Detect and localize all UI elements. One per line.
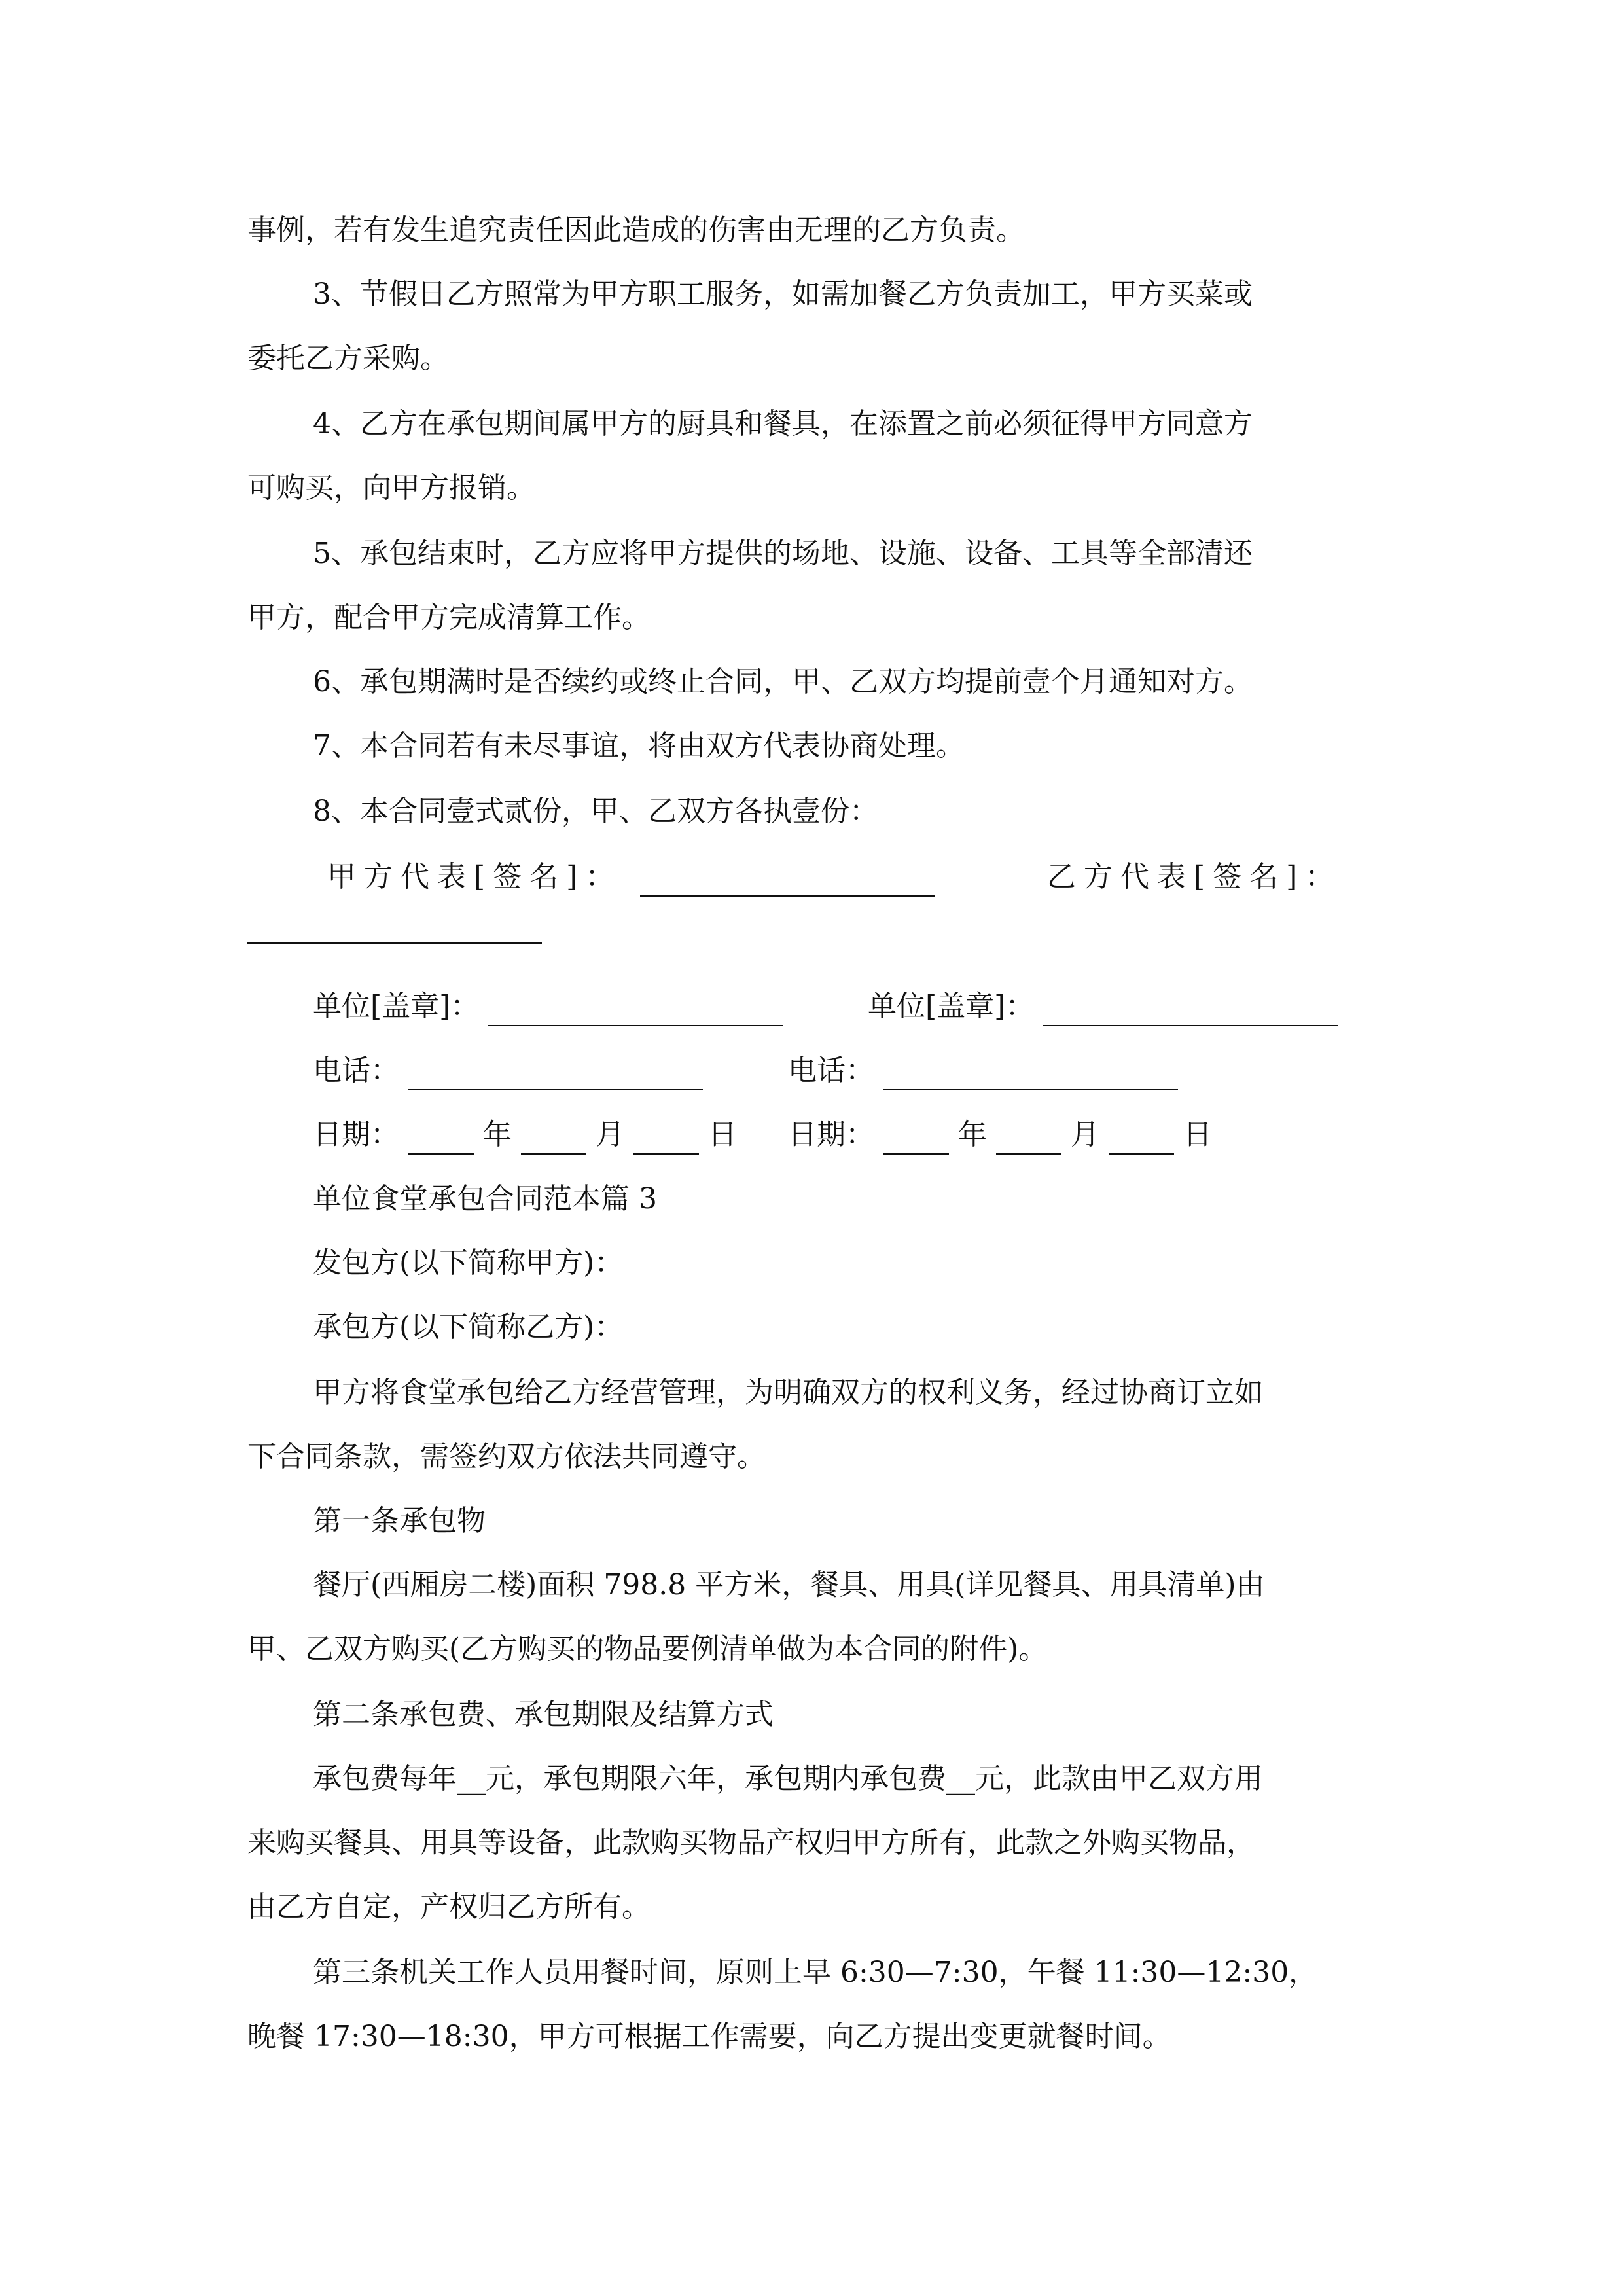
party-b-rep-blank xyxy=(247,942,542,944)
intro-line-1: 甲方将食堂承包给乙方经营管理，为明确双方的权利义务，经过协商订立如 xyxy=(313,1376,1263,1409)
signature-row-representatives xyxy=(327,857,935,897)
date-a-label: 日期： xyxy=(313,1118,399,1151)
phone-a-label: 电话： xyxy=(313,1054,399,1087)
phone-a-blank xyxy=(408,1059,703,1090)
signature-row-phone-b xyxy=(788,1051,1178,1090)
date-a-year: 年 xyxy=(483,1118,512,1151)
issuer-line: 发包方(以下简称甲方)： xyxy=(313,1246,624,1280)
unit-seal-b-blank xyxy=(1043,995,1338,1026)
paragraph-clause-4-line-1: 4、乙方在承包期间属甲方的厨具和餐具，在添置之前必须征得甲方同意方 xyxy=(313,407,1253,440)
date-b-day-blank xyxy=(1109,1123,1174,1155)
contractor-line: 承包方(以下简称乙方)： xyxy=(313,1310,624,1344)
section-title: 单位食堂承包合同范本篇 3 xyxy=(313,1182,657,1215)
date-a-day: 日 xyxy=(708,1118,737,1151)
article-2-line-1: 承包费每年__元，承包期限六年，承包期内承包费__元，此款由甲乙双方用 xyxy=(313,1762,1263,1795)
article-1-line-2: 甲、乙双方购买(乙方购买的物品要例清单做为本合同的附件)。 xyxy=(247,1632,1048,1666)
date-b-day: 日 xyxy=(1183,1118,1212,1151)
date-a-year-blank xyxy=(408,1123,474,1155)
article-2-line-2: 来购买餐具、用具等设备，此款购买物品产权归甲方所有，此款之外购买物品， xyxy=(247,1826,1255,1859)
unit-seal-a-blank xyxy=(488,995,783,1026)
date-a-day-blank xyxy=(633,1123,699,1155)
paragraph-clause-5-line-1: 5、承包结束时，乙方应将甲方提供的场地、设施、设备、工具等全部清还 xyxy=(313,537,1253,570)
article-3-line-2: 晚餐 17:30—18:30，甲方可根据工作需要，向乙方提出变更就餐时间。 xyxy=(247,2020,1171,2053)
signature-row-seal-b xyxy=(868,987,1338,1026)
date-b-label: 日期： xyxy=(788,1118,874,1151)
party-a-rep-label: 甲方代表[签名]： xyxy=(327,860,622,893)
unit-seal-a-label: 单位[盖章]： xyxy=(313,990,480,1023)
article-2-line-3: 由乙方自定，产权归乙方所有。 xyxy=(247,1890,651,1924)
phone-b-blank xyxy=(883,1059,1178,1090)
date-b-month: 月 xyxy=(1071,1118,1099,1151)
date-a-month: 月 xyxy=(596,1118,624,1151)
article-1-line-1: 餐厅(西厢房二楼)面积 798.8 平方米，餐具、用具(详见餐具、用具清单)由 xyxy=(313,1568,1265,1602)
paragraph-clause-7: 7、本合同若有未尽事谊，将由双方代表协商处理。 xyxy=(313,729,965,762)
signature-row-date-b xyxy=(788,1115,1212,1155)
date-b-month-blank xyxy=(996,1123,1061,1155)
party-b-rep-label: 乙方代表[签名]： xyxy=(1047,860,1342,893)
article-2-title: 第二条承包费、承包期限及结算方式 xyxy=(313,1698,774,1731)
phone-b-label: 电话： xyxy=(788,1054,874,1087)
signature-row-date-a xyxy=(313,1115,737,1155)
signature-row-representatives-b xyxy=(1047,857,1342,897)
paragraph-clause-3-line-1: 3、节假日乙方照常为甲方职工服务，如需加餐乙方负责加工，甲方买菜或 xyxy=(313,278,1253,311)
paragraph-clause-3-line-2: 委托乙方采购。 xyxy=(247,342,449,375)
signature-row-phone-a xyxy=(313,1051,703,1090)
party-a-rep-blank xyxy=(640,865,935,897)
date-a-month-blank xyxy=(521,1123,586,1155)
paragraph-clause-6: 6、承包期满时是否续约或终止合同，甲、乙双方均提前壹个月通知对方。 xyxy=(313,665,1253,698)
paragraph-clause-4-line-2: 可购买，向甲方报销。 xyxy=(247,471,535,505)
date-b-year: 年 xyxy=(958,1118,987,1151)
intro-line-2: 下合同条款，需签约双方依法共同遵守。 xyxy=(247,1440,766,1473)
paragraph-clause-8: 8、本合同壹式贰份，甲、乙双方各执壹份： xyxy=(313,795,878,828)
article-3-line-1: 第三条机关工作人员用餐时间，原则上早 6:30—7:30，午餐 11:30—12:30， xyxy=(313,1956,1318,1989)
unit-seal-b-label: 单位[盖章]： xyxy=(868,990,1035,1023)
paragraph-liability: 事例，若有发生追究责任因此造成的伤害由无理的乙方负责。 xyxy=(247,213,1025,247)
paragraph-clause-5-line-2: 甲方，配合甲方完成清算工作。 xyxy=(247,601,651,634)
signature-row-seal-a xyxy=(313,987,783,1026)
date-b-year-blank xyxy=(883,1123,949,1155)
article-1-title: 第一条承包物 xyxy=(313,1504,486,1537)
